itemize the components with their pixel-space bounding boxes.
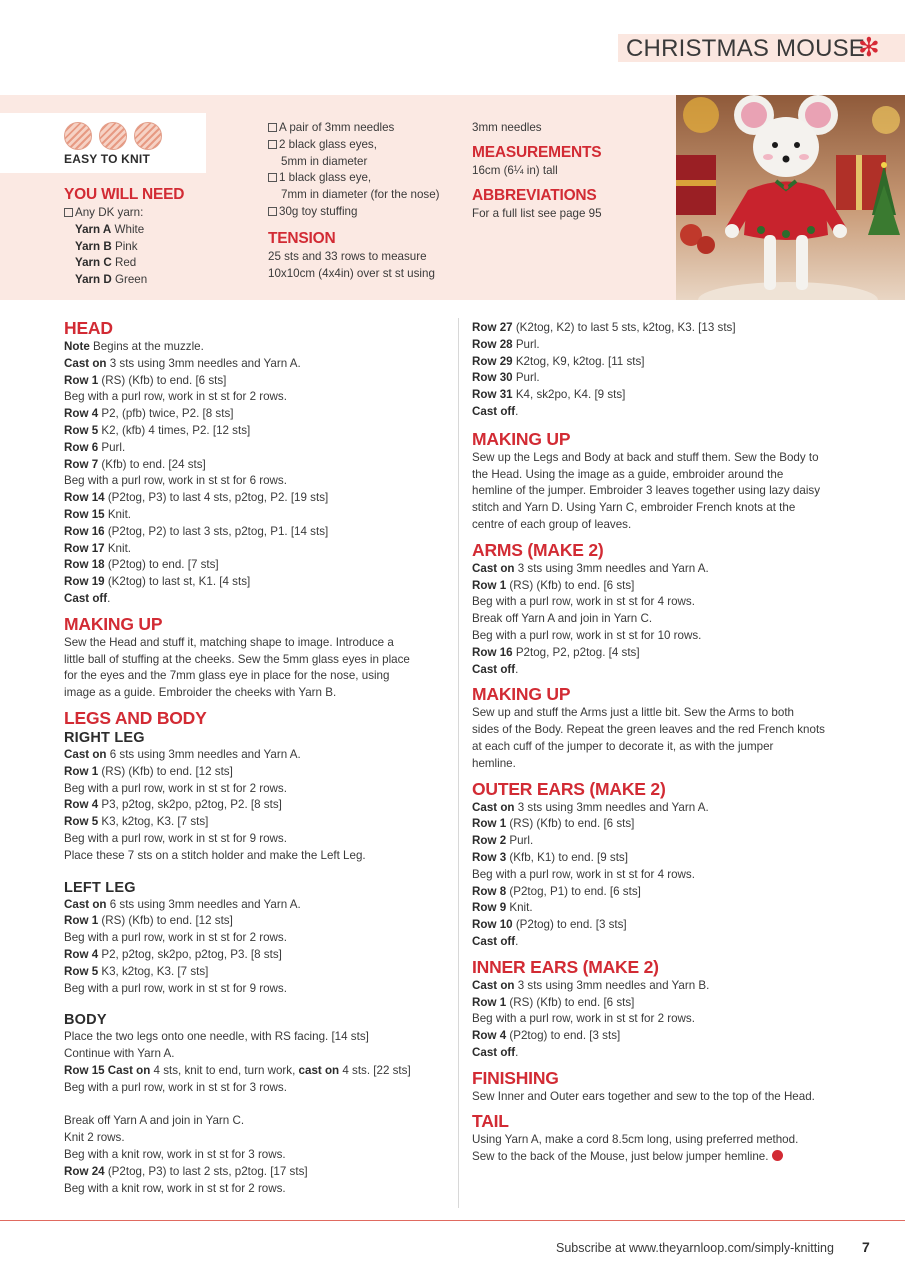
pattern-line — [64, 574, 411, 591]
pattern-line — [64, 406, 411, 423]
pattern-line — [64, 1130, 411, 1147]
checkbox-icon — [268, 207, 277, 216]
instruction-text: K3, k2tog, K3. [7 sts] — [98, 964, 209, 978]
instruction-text: Beg with a knit row, work in st st for 3 rows. — [64, 1148, 286, 1162]
pattern-line — [64, 764, 411, 781]
pattern-line — [64, 356, 411, 373]
instruction-label: Cast off — [472, 662, 516, 676]
pattern-line — [472, 320, 825, 337]
section-heading: HEAD — [64, 318, 113, 338]
measurements-heading: MEASUREMENTS — [472, 143, 602, 161]
instruction-label: Row 28 — [472, 337, 513, 351]
pattern-line — [472, 884, 825, 901]
yarn-name: Yarn B — [75, 239, 112, 253]
instruction-label: Row 17 — [64, 541, 105, 555]
instruction-text: Beg with a purl row, work in st st for 2 rows. — [64, 390, 287, 404]
supply-item: 30g toy stuffing — [279, 204, 358, 218]
checkbox-icon — [268, 123, 277, 132]
instruction-label: Row 10 — [472, 918, 513, 932]
subscribe-link[interactable]: Subscribe at www.theyarnloop.com/simply-knitting — [556, 1241, 834, 1255]
instruction-label: Row 19 — [64, 575, 105, 589]
pattern-line: sides of the Body. Repeat the green leaves and the red French knots — [472, 723, 825, 737]
section-heading: MAKING UP — [472, 428, 571, 449]
difficulty-label: EASY TO KNIT — [64, 152, 150, 166]
pattern-line: Using Yarn A, make a cord 8.5cm long, using preferred method. — [472, 1133, 799, 1147]
pattern-line: stitch and Yarn D. Using Yarn C, embroider French knots at the — [472, 501, 796, 515]
abbreviations-text: For a full list see page 95 — [472, 206, 602, 220]
pattern-line — [472, 1011, 825, 1028]
pattern-line — [64, 848, 411, 865]
pattern-line — [64, 457, 411, 474]
pattern-line — [472, 337, 825, 354]
section-heading: LEGS AND BODY — [64, 707, 207, 728]
pattern-line — [472, 594, 825, 611]
pattern-line — [64, 524, 411, 541]
pattern-line — [64, 831, 411, 848]
pattern-line — [472, 611, 825, 628]
instruction-label: Row 2 — [472, 834, 507, 848]
instruction-text: P2, (pfb) twice, P2. [8 sts] — [98, 407, 234, 421]
pattern-line — [472, 833, 825, 850]
supply-item: A pair of 3mm needles — [279, 121, 395, 134]
instruction-label: Row 5 — [64, 815, 99, 829]
measurements-column — [472, 120, 602, 222]
title-tab — [618, 34, 905, 62]
instruction-text: Beg with a purl row, work in st st for 2 rows. — [64, 931, 287, 945]
you-will-need — [64, 185, 184, 289]
instruction-text: K2tog, K9, k2tog. [11 sts] — [512, 354, 645, 368]
instruction-text: 3 sts using 3mm needles and Yarn A. — [514, 561, 709, 575]
instruction-label: Row 9 — [472, 901, 507, 915]
instruction-text: 3 sts using 3mm needles and Yarn B. — [514, 978, 710, 992]
supply-item-cont: 5mm in diameter — [281, 154, 368, 168]
supply-item: 1 black glass eye, — [279, 171, 372, 185]
section-heading: FINISHING — [472, 1067, 559, 1088]
instruction-label: Row 16 — [472, 645, 513, 659]
instruction-text: Knit. — [104, 507, 132, 521]
instruction-text: (P2tog, P1) to end. [6 sts] — [506, 884, 641, 898]
yarn-name: Yarn A — [75, 222, 112, 236]
pattern-line — [472, 387, 825, 404]
page-number: 7 — [862, 1239, 870, 1255]
pattern-line: hemline of the jumper. Embroider 3 leaves together using lazy daisy — [472, 484, 820, 498]
yarn-color: Pink — [114, 239, 138, 253]
instruction-label: Cast on — [472, 978, 515, 992]
pattern-line — [472, 978, 825, 995]
instruction-label: Cast on — [472, 561, 515, 575]
instruction-text: (Kfb) to end. [24 sts] — [98, 457, 206, 471]
pattern-line — [64, 964, 411, 981]
yarn-skein-icon — [64, 122, 92, 150]
tension-text: 10x10cm (4x4in) over st st using — [268, 266, 435, 280]
pattern-line — [472, 850, 825, 867]
pattern-line — [64, 490, 411, 507]
instruction-text: K4, sk2po, K4. [9 sts] — [512, 388, 626, 402]
instruction-label: Cast off — [472, 404, 516, 418]
instruction-label: Row 30 — [472, 371, 513, 385]
pattern-line — [472, 900, 825, 917]
instruction-label: Cast off — [64, 591, 108, 605]
instruction-text: (K2tog) to last st, K1. [4 sts] — [104, 575, 251, 589]
instruction-label: Row 7 — [64, 457, 99, 471]
instruction-label: Row 1 — [472, 817, 507, 831]
instruction-label: Row 15 — [64, 507, 105, 521]
pattern-line — [64, 913, 411, 930]
instruction-label: Cast on — [64, 747, 107, 761]
instruction-text: (RS) (Kfb) to end. [12 sts] — [98, 764, 233, 778]
instruction-text: (K2tog, K2) to last 5 sts, k2tog, K3. [13 sts] — [512, 321, 736, 334]
tension-text: 25 sts and 33 rows to measure — [268, 249, 427, 263]
abbreviations-heading: ABBREVIATIONS — [472, 186, 597, 204]
pattern-line — [472, 645, 825, 662]
instruction-label: Row 1 — [64, 764, 99, 778]
instruction-label: Row 4 — [472, 1029, 507, 1043]
section-heading: ARMS (MAKE 2) — [472, 539, 604, 560]
subheading: BODY — [64, 1012, 107, 1029]
instruction-label: Row 1 — [472, 578, 507, 592]
checkbox-icon — [268, 173, 277, 182]
instruction-text: Break off Yarn A and join in Yarn C. — [64, 1114, 245, 1128]
instruction-text: (RS) (Kfb) to end. [6 sts] — [506, 817, 635, 831]
tension-heading: TENSION — [268, 229, 336, 247]
instruction-text: (P2tog) to end. [3 sts] — [512, 918, 627, 932]
instruction-text: K2, (kfb) 4 times, P2. [12 sts] — [98, 423, 251, 437]
mouse-illustration — [676, 95, 905, 300]
instruction-label: Row 4 — [64, 947, 99, 961]
section-heading: OUTER EARS (MAKE 2) — [472, 778, 666, 799]
instruction-text: Purl. — [512, 371, 540, 385]
instruction-text: (P2tog, P3) to last 4 sts, p2tog, P2. [19 sts] — [104, 491, 329, 505]
pattern-line — [472, 995, 825, 1012]
pattern-line — [472, 816, 825, 833]
yarn-name: Yarn D — [75, 273, 112, 287]
instruction-text: Purl. — [512, 337, 540, 351]
instruction-label: Row 14 — [64, 491, 105, 505]
pattern-line — [64, 781, 411, 798]
pattern-line: the Head. Using the image as a guide, embroider around the — [472, 467, 784, 481]
instruction-label: Row 16 — [64, 524, 105, 538]
pattern-line — [472, 1045, 825, 1062]
instruction-label: Row 31 — [472, 388, 513, 402]
pattern-line — [64, 814, 411, 831]
instruction-text: Knit. — [506, 901, 533, 915]
instruction-label: Row 3 — [472, 850, 507, 864]
pattern-line: hemline. — [472, 756, 516, 770]
pattern-line — [64, 1147, 411, 1164]
instruction-text: P2tog, P2, p2tog. [4 sts] — [512, 645, 640, 659]
instruction-label: Row 29 — [472, 354, 513, 368]
instruction-text: (RS) (Kfb) to end. [6 sts] — [506, 995, 635, 1009]
pattern-line — [64, 423, 411, 440]
pattern-line: centre of each group of leaves. — [472, 517, 632, 531]
instruction-text: Purl. — [98, 440, 126, 454]
instruction-label: Note — [64, 340, 90, 353]
instruction-label: Row 1 — [64, 914, 99, 928]
pattern-line — [472, 934, 825, 951]
instruction-text: Purl. — [506, 834, 534, 848]
instruction-text: . — [515, 662, 519, 676]
right-column — [472, 320, 825, 1166]
pattern-line — [64, 1063, 411, 1080]
checkbox-icon — [64, 208, 73, 217]
instruction-text: . — [107, 591, 111, 605]
yarn-color: White — [114, 222, 145, 236]
instruction-text: K3, k2tog, K3. [7 sts] — [98, 815, 209, 829]
instruction-label: Row 4 — [64, 798, 99, 812]
pattern-line — [472, 404, 825, 421]
pattern-line: Continue with Yarn A. — [64, 1047, 175, 1061]
instruction-text: Beg with a purl row, work in st st for 9 rows. — [64, 981, 287, 995]
checkbox-icon — [268, 140, 277, 149]
instruction-text: (P2tog) to end. [7 sts] — [104, 558, 219, 572]
pattern-line: little ball of stuffing at the cheeks. Sew the 5mm glass eyes in place — [64, 652, 410, 666]
pattern-line: Place the two legs onto one needle, with RS facing. [14 sts] — [64, 1030, 369, 1044]
instruction-label: Row 1 — [64, 373, 99, 387]
pattern-line — [472, 628, 825, 645]
supply-item-cont: 7mm in diameter (for the nose) — [281, 188, 440, 202]
pattern-line — [64, 541, 411, 558]
pattern-line — [472, 578, 825, 595]
instruction-label: Cast on — [64, 356, 107, 370]
you-will-need-heading: YOU WILL NEED — [64, 186, 185, 203]
pattern-line: Sew up the Legs and Body at back and stuff them. Sew the Body to — [472, 450, 819, 464]
pattern-line — [64, 797, 411, 814]
pattern-line: for the eyes and the 7mm glass eye in place for the nose, using — [64, 669, 390, 683]
pattern-line — [64, 930, 411, 947]
pattern-line: at each cuff of the jumper to decorate it, as with the jumper — [472, 739, 774, 753]
yarn-name: Yarn C — [75, 256, 112, 270]
instruction-text: (P2tog) to end. [3 sts] — [506, 1029, 621, 1043]
mouse-photo — [676, 95, 905, 300]
instruction-text: 4 sts. [22 sts] — [339, 1063, 411, 1077]
pattern-line: Sew the Head and stuff it, matching shape to image. Introduce a — [64, 635, 394, 649]
pattern-line — [64, 557, 411, 574]
instruction-text: Knit 2 rows. — [64, 1131, 125, 1145]
pattern-line — [64, 897, 411, 914]
instruction-text: Beg with a purl row, work in st st for 2 rows. — [472, 1012, 695, 1026]
pattern-line — [64, 373, 411, 390]
yarn-skein-icon — [99, 122, 127, 150]
instruction-label: Cast off — [472, 934, 516, 948]
section-heading: MAKING UP — [472, 684, 571, 705]
instruction-text: 4 sts, knit to end, turn work, — [150, 1063, 299, 1077]
instruction-text: (P2tog, P2) to last 3 sts, p2tog, P1. [14 sts] — [104, 524, 329, 538]
supply-item: 2 black glass eyes, — [279, 137, 377, 151]
instruction-text: . — [515, 1045, 519, 1059]
tension-text: 3mm needles — [472, 121, 542, 134]
instruction-label: Row 1 — [472, 995, 507, 1009]
instruction-text: 3 sts using 3mm needles and Yarn A. — [106, 356, 301, 370]
instruction-text: (RS) (Kfb) to end. [12 sts] — [98, 914, 233, 928]
instruction-text: P2, p2tog, sk2po, p2tog, P3. [8 sts] — [98, 947, 282, 961]
pattern-line — [64, 389, 411, 406]
pattern-line — [472, 561, 825, 578]
column-divider — [458, 318, 459, 1208]
instruction-label: Cast on — [64, 897, 107, 911]
instruction-text: . — [515, 404, 519, 418]
instruction-text: P3, p2tog, sk2po, p2tog, P2. [8 sts] — [98, 798, 282, 812]
pattern-line — [64, 1164, 411, 1181]
pattern-line: image as a guide. Embroider the cheeks with Yarn B. — [64, 686, 337, 700]
asterisk-icon: ✻ — [858, 32, 880, 62]
instruction-text: 3 sts using 3mm needles and Yarn A. — [514, 800, 709, 814]
instruction-text: Beg with a purl row, work in st st for 6 rows. — [64, 474, 287, 488]
instruction-label: Row 6 — [64, 440, 99, 454]
instruction-text: Knit. — [104, 541, 132, 555]
pattern-line — [64, 981, 411, 998]
pattern-line — [64, 747, 411, 764]
pattern-line — [64, 591, 411, 608]
pattern-line — [472, 867, 825, 884]
yarn-color: Green — [114, 273, 148, 287]
pattern-line — [472, 1028, 825, 1045]
instruction-text: Beg with a knit row, work in st st for 2 rows. — [64, 1181, 286, 1195]
instruction-text: Beg with a purl row, work in st st for 9 rows. — [64, 831, 287, 845]
yarn-skein-icon — [134, 122, 162, 150]
instruction-label: Row 27 — [472, 321, 513, 334]
instruction-text: Beg with a purl row, work in st st for 4 rows. — [472, 595, 695, 609]
pattern-line — [64, 339, 411, 356]
pattern-line — [64, 1181, 411, 1198]
left-column — [64, 318, 411, 1197]
instruction-label: Row 5 — [64, 964, 99, 978]
instruction-text: (RS) (Kfb) to end. [6 sts] — [506, 578, 635, 592]
pattern-line: Beg with a purl row, work in st st for 3 rows. — [64, 1080, 287, 1094]
subheading: LEFT LEG — [64, 879, 136, 896]
subheading: RIGHT LEG — [64, 729, 145, 746]
instruction-text: . — [515, 934, 519, 948]
section-heading: TAIL — [472, 1111, 509, 1132]
instruction-label: Row 18 — [64, 558, 105, 572]
page-title: CHRISTMAS MOUSE — [626, 35, 866, 62]
section-heading: INNER EARS (MAKE 2) — [472, 956, 659, 977]
pattern-line — [64, 473, 411, 490]
instruction-text: Place these 7 sts on a stitch holder and make the Left Leg. — [64, 848, 366, 862]
instruction-text: (RS) (Kfb) to end. [6 sts] — [98, 373, 227, 387]
instruction-label: Row 24 — [64, 1164, 105, 1178]
yarn-ball-icon — [772, 1150, 783, 1161]
instruction-text: Break off Yarn A and join in Yarn C. — [472, 612, 653, 626]
instruction-text: Begins at the muzzle. — [89, 340, 204, 353]
instruction-text: Beg with a purl row, work in st st for 10 rows. — [472, 628, 702, 642]
pattern-line — [472, 662, 825, 679]
instruction-label: Row 4 — [64, 407, 99, 421]
instruction-label: Cast off — [472, 1045, 516, 1059]
pattern-line: Sew to the back of the Mouse, just below jumper hemline. — [472, 1150, 769, 1164]
pattern-line — [472, 354, 825, 371]
pattern-line — [472, 800, 825, 817]
yarn-intro: Any DK yarn: — [75, 206, 144, 219]
instruction-text: 6 sts using 3mm needles and Yarn A. — [106, 897, 301, 911]
instruction-text: (Kfb, K1) to end. [9 sts] — [506, 850, 628, 864]
pattern-line — [64, 440, 411, 457]
pattern-line — [64, 947, 411, 964]
measurements-text: 16cm (6¼ in) tall — [472, 163, 558, 177]
instruction-label: Cast on — [472, 800, 515, 814]
pattern-line: Sew up and stuff the Arms just a little bit. Sew the Arms to both — [472, 706, 794, 720]
section-heading: MAKING UP — [64, 613, 163, 634]
instruction-label: Row 15 Cast on — [64, 1063, 151, 1077]
instruction-label: Row 5 — [64, 423, 99, 437]
instruction-text: (P2tog, P3) to last 2 sts, p2tog. [17 sts] — [104, 1164, 308, 1178]
pattern-line — [472, 917, 825, 934]
instruction-label: Row 8 — [472, 884, 507, 898]
instruction-text: Beg with a purl row, work in st st for 2 rows. — [64, 781, 287, 795]
instruction-text: Beg with a purl row, work in st st for 4 rows. — [472, 867, 695, 881]
pattern-line — [64, 507, 411, 524]
pattern-line — [64, 1113, 411, 1130]
pattern-line — [472, 370, 825, 387]
yarn-color: Red — [114, 256, 137, 270]
footer-rule — [0, 1220, 905, 1221]
pattern-line: Sew Inner and Outer ears together and sew to the top of the Head. — [472, 1089, 815, 1103]
supplies-column — [268, 120, 440, 282]
instruction-label: cast on — [298, 1063, 340, 1077]
instruction-text: 6 sts using 3mm needles and Yarn A. — [106, 747, 301, 761]
